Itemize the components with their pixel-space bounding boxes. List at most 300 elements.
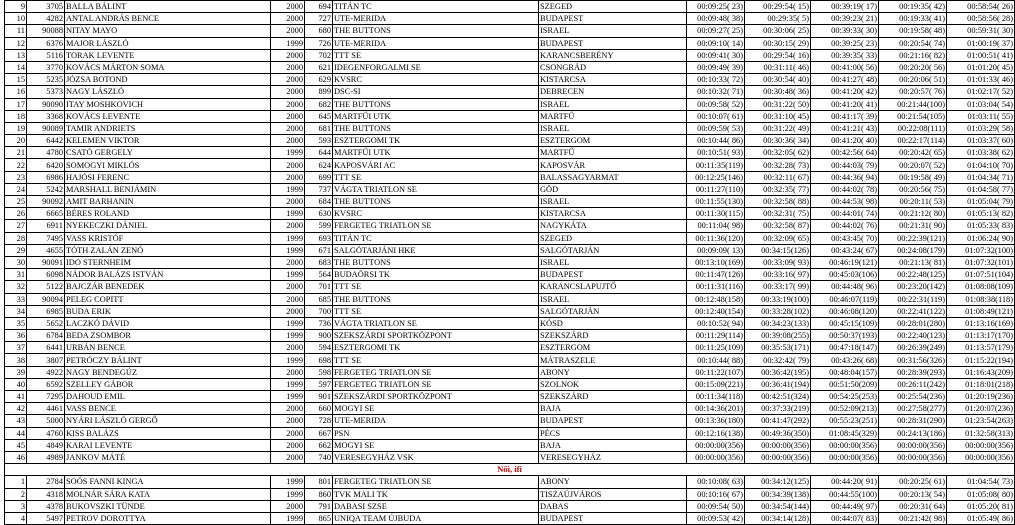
club-cell: MARTFŰI UTK xyxy=(333,110,539,122)
birth-year-cell: 1999 xyxy=(271,378,305,390)
bib-cell: 4655 xyxy=(27,244,65,256)
club-cell: THE BUTTONS xyxy=(333,25,539,37)
place-cell: 37 xyxy=(5,342,27,354)
swim-time-cell: 00:10:51( 93) xyxy=(687,147,745,159)
birth-year-cell: 1999 xyxy=(271,183,305,195)
section-label: Női, ifi xyxy=(5,464,1015,476)
swim-bike-time-cell: 00:46:19(121) xyxy=(811,256,879,268)
run-time-cell: 00:00:00(356) xyxy=(879,439,947,451)
swim-time-cell: 00:12:48(158) xyxy=(687,293,745,305)
start-number-cell: 685 xyxy=(305,293,333,305)
swim-time-cell: 00:09:58( 52) xyxy=(687,98,745,110)
start-number-cell: 599 xyxy=(305,220,333,232)
swim-time-cell: 00:10:33( 72) xyxy=(687,74,745,86)
total-time-cell: 01:04:10( 70) xyxy=(947,159,1015,171)
swim-bike-time-cell: 00:41:27( 48) xyxy=(811,74,879,86)
swim-time-cell: 00:09:48( 38) xyxy=(687,13,745,25)
total-time-cell: 01:03:38( 62) xyxy=(947,147,1015,159)
swim-bike-time-cell: 00:46:08(120) xyxy=(811,305,879,317)
bike-time-cell: 00:35:53(171) xyxy=(745,342,811,354)
swim-bike-time-cell: 00:44:36( 94) xyxy=(811,171,879,183)
run-time-cell: 00:22:31(119) xyxy=(879,293,947,305)
swim-bike-time-cell: 01:08:45(329) xyxy=(811,427,879,439)
city-cell: KISTARCSA xyxy=(539,208,687,220)
bib-cell: 4318 xyxy=(27,488,65,500)
city-cell: TISZAÚJVÁROS xyxy=(539,488,687,500)
name-cell: TAMIR ANDRIETS xyxy=(65,122,271,134)
club-cell: MARTFŰI UTK xyxy=(333,147,539,159)
swim-time-cell: 00:11:35(119) xyxy=(687,159,745,171)
swim-bike-time-cell: 00:44:07( 83) xyxy=(811,512,879,524)
city-cell: KISTARCSA xyxy=(539,74,687,86)
city-cell: NAGYKÁTA xyxy=(539,220,687,232)
bib-cell: 6098 xyxy=(27,269,65,281)
table-row xyxy=(5,171,1015,183)
start-number-cell: 698 xyxy=(305,354,333,366)
swim-time-cell: 00:11:31(116) xyxy=(687,281,745,293)
name-cell: NÁDOR BALÁZS ISTVÁN xyxy=(65,269,271,281)
club-cell: VÁGTA TRIATLON SE xyxy=(333,183,539,195)
city-cell: ISRAEL xyxy=(539,256,687,268)
bib-cell: 6986 xyxy=(27,171,65,183)
club-cell: DSC-SI xyxy=(333,86,539,98)
total-time-cell: 01:07:32(100) xyxy=(947,244,1015,256)
swim-bike-time-cell: 00:44:20( 91) xyxy=(811,476,879,488)
place-cell: 34 xyxy=(5,305,27,317)
total-time-cell: 01:07:32(101) xyxy=(947,256,1015,268)
bib-cell: 6665 xyxy=(27,208,65,220)
bike-time-cell: 00:30:15( 29) xyxy=(745,37,811,49)
club-cell: FERGETEG TRIATLON SE xyxy=(333,378,539,390)
start-number-cell: 621 xyxy=(305,61,333,73)
place-cell: 15 xyxy=(5,74,27,86)
bib-cell: 90089 xyxy=(27,122,65,134)
run-time-cell: 00:24:13(186) xyxy=(879,427,947,439)
name-cell: VASS KRISTÓF xyxy=(65,232,271,244)
place-cell: 39 xyxy=(5,366,27,378)
swim-bike-time-cell: 00:44:01( 74) xyxy=(811,208,879,220)
city-cell: DABAS xyxy=(539,500,687,512)
place-cell: 18 xyxy=(5,110,27,122)
name-cell: HAJÓSI FERENC xyxy=(65,171,271,183)
bib-cell: 6592 xyxy=(27,378,65,390)
place-cell: 1 xyxy=(5,476,27,488)
start-number-cell: 801 xyxy=(305,476,333,488)
place-cell: 46 xyxy=(5,451,27,463)
birth-year-cell: 2000 xyxy=(271,1,305,13)
place-cell: 19 xyxy=(5,122,27,134)
table-row xyxy=(5,378,1015,390)
table-row xyxy=(5,74,1015,86)
name-cell: PETROV DOROTTYA xyxy=(65,512,271,524)
club-cell: UTE-MERIDA xyxy=(333,37,539,49)
bike-time-cell: 00:29:54( 16) xyxy=(745,49,811,61)
total-time-cell: 01:04:54( 73) xyxy=(947,476,1015,488)
birth-year-cell: 2000 xyxy=(271,256,305,268)
city-cell: SALGÓTARJÁN xyxy=(539,244,687,256)
bib-cell: 6441 xyxy=(27,342,65,354)
name-cell: KARAI LEVENTE xyxy=(65,439,271,451)
city-cell: ISRAEL xyxy=(539,293,687,305)
total-time-cell: 01:15:22(194) xyxy=(947,354,1015,366)
start-number-cell: 791 xyxy=(305,500,333,512)
city-cell: BUDAPEST xyxy=(539,269,687,281)
city-cell: GÖD xyxy=(539,183,687,195)
city-cell: BAJA xyxy=(539,403,687,415)
run-time-cell: 00:22:41(122) xyxy=(879,305,947,317)
city-cell: ESZTERGOM xyxy=(539,135,687,147)
birth-year-cell: 2000 xyxy=(271,159,305,171)
city-cell: BUDAPEST xyxy=(539,512,687,524)
total-time-cell: 01:20:07(236) xyxy=(947,403,1015,415)
birth-year-cell: 2000 xyxy=(271,98,305,110)
bib-cell: 7295 xyxy=(27,391,65,403)
table-row xyxy=(5,293,1015,305)
results-sheet xyxy=(4,0,1013,525)
total-time-cell: 00:00:00(356) xyxy=(947,451,1015,463)
start-number-cell: 644 xyxy=(305,147,333,159)
table-row xyxy=(5,330,1015,342)
total-time-cell: 01:03:11( 55) xyxy=(947,110,1015,122)
table-row xyxy=(5,403,1015,415)
total-time-cell: 01:04:34( 71) xyxy=(947,171,1015,183)
swim-time-cell: 00:15:09(221) xyxy=(687,378,745,390)
total-time-cell: 01:01:33( 46) xyxy=(947,74,1015,86)
bike-time-cell: 00:41:47(292) xyxy=(745,415,811,427)
city-cell: SZEKSZÁRD xyxy=(539,330,687,342)
name-cell: SOÓS FANNI KINGA xyxy=(65,476,271,488)
run-time-cell: 00:28:31(290) xyxy=(879,415,947,427)
run-time-cell: 00:26:39(249) xyxy=(879,342,947,354)
city-cell: MARTFŰ xyxy=(539,110,687,122)
bib-cell: 6376 xyxy=(27,37,65,49)
name-cell: SOMOGYI MIKLÓS xyxy=(65,159,271,171)
table-row xyxy=(5,427,1015,439)
table-row xyxy=(5,110,1015,122)
city-cell: PÉCS xyxy=(539,427,687,439)
name-cell: VASS BENCE xyxy=(65,403,271,415)
city-cell: ESZTERGOM xyxy=(539,342,687,354)
birth-year-cell: 1999 xyxy=(271,317,305,329)
birth-year-cell: 2000 xyxy=(271,281,305,293)
total-time-cell: 00:58:56( 28) xyxy=(947,13,1015,25)
total-time-cell: 01:18:01(218) xyxy=(947,378,1015,390)
start-number-cell: 594 xyxy=(305,342,333,354)
total-time-cell: 01:13:16(169) xyxy=(947,317,1015,329)
run-time-cell: 00:27:58(277) xyxy=(879,403,947,415)
birth-year-cell: 1999 xyxy=(271,354,305,366)
total-time-cell: 01:05:08( 80) xyxy=(947,488,1015,500)
swim-bike-time-cell: 00:39:23( 21) xyxy=(811,13,879,25)
swim-bike-time-cell: 00:00:00(356) xyxy=(811,451,879,463)
total-time-cell: 01:05:20( 81) xyxy=(947,500,1015,512)
name-cell: NAGY LÁSZLÓ xyxy=(65,86,271,98)
bike-time-cell: 00:32:58( 87) xyxy=(745,220,811,232)
start-number-cell: 727 xyxy=(305,13,333,25)
run-time-cell: 00:20:31( 64) xyxy=(879,500,947,512)
table-row xyxy=(5,305,1015,317)
start-number-cell: 645 xyxy=(305,110,333,122)
start-number-cell: 597 xyxy=(305,378,333,390)
total-time-cell: 01:02:17( 52) xyxy=(947,86,1015,98)
swim-bike-time-cell: 00:00:00(356) xyxy=(811,439,879,451)
name-cell: PELEG COPITT xyxy=(65,293,271,305)
bib-cell: 6911 xyxy=(27,220,65,232)
birth-year-cell: 1999 xyxy=(271,232,305,244)
swim-time-cell: 00:10:08( 63) xyxy=(687,476,745,488)
table-row xyxy=(5,366,1015,378)
bike-time-cell: 00:30:48( 36) xyxy=(745,86,811,98)
city-cell: KAPOSVÁR xyxy=(539,159,687,171)
total-time-cell: 01:08:49(121) xyxy=(947,305,1015,317)
run-time-cell: 00:22:48(125) xyxy=(879,269,947,281)
place-cell: 45 xyxy=(5,439,27,451)
swim-bike-time-cell: 00:44:55(100) xyxy=(811,488,879,500)
place-cell: 25 xyxy=(5,196,27,208)
bib-cell: 90094 xyxy=(27,293,65,305)
bib-cell: 6985 xyxy=(27,305,65,317)
birth-year-cell: 2000 xyxy=(271,61,305,73)
place-cell: 30 xyxy=(5,256,27,268)
swim-bike-time-cell: 00:48:04(157) xyxy=(811,366,879,378)
place-cell: 29 xyxy=(5,244,27,256)
total-time-cell: 01:32:58(313) xyxy=(947,427,1015,439)
name-cell: TÓTH ZALÁN ZENÓ xyxy=(65,244,271,256)
run-time-cell: 00:19:58( 48) xyxy=(879,25,947,37)
run-time-cell: 00:22:40(123) xyxy=(879,330,947,342)
city-cell: BUDAPEST xyxy=(539,13,687,25)
place-cell: 17 xyxy=(5,98,27,110)
swim-time-cell: 00:10:07( 61) xyxy=(687,110,745,122)
name-cell: DAHOUD EMIL xyxy=(65,391,271,403)
table-row xyxy=(5,244,1015,256)
place-cell: 43 xyxy=(5,415,27,427)
name-cell: JÓZSA BOTOND xyxy=(65,74,271,86)
start-number-cell: 736 xyxy=(305,317,333,329)
run-time-cell: 00:21:54(105) xyxy=(879,110,947,122)
swim-time-cell: 00:09:53( 42) xyxy=(687,512,745,524)
swim-time-cell: 00:11:36(120) xyxy=(687,232,745,244)
table-row xyxy=(5,512,1015,524)
place-cell: 13 xyxy=(5,49,27,61)
bib-cell: 2784 xyxy=(27,476,65,488)
club-cell: TVK MALI TK xyxy=(333,488,539,500)
total-time-cell: 01:08:38(118) xyxy=(947,293,1015,305)
table-row xyxy=(5,1,1015,13)
club-cell: THE BUTTONS xyxy=(333,122,539,134)
birth-year-cell: 1999 xyxy=(271,244,305,256)
start-number-cell: 726 xyxy=(305,37,333,49)
birth-year-cell: 2000 xyxy=(271,171,305,183)
run-time-cell: 00:31:56(326) xyxy=(879,354,947,366)
birth-year-cell: 1999 xyxy=(271,37,305,49)
name-cell: URBÁN BENCE xyxy=(65,342,271,354)
place-cell: 3 xyxy=(5,500,27,512)
birth-year-cell: 1999 xyxy=(271,391,305,403)
bib-cell: 6442 xyxy=(27,135,65,147)
bib-cell: 3705 xyxy=(27,1,65,13)
birth-year-cell: 2000 xyxy=(271,293,305,305)
swim-time-cell: 00:11:27(110) xyxy=(687,183,745,195)
run-time-cell: 00:25:54(236) xyxy=(879,391,947,403)
swim-bike-time-cell: 00:47:18(147) xyxy=(811,342,879,354)
swim-bike-time-cell: 00:41:20( 40) xyxy=(811,135,879,147)
place-cell: 11 xyxy=(5,25,27,37)
swim-time-cell: 00:10:44( 86) xyxy=(687,135,745,147)
bike-time-cell: 00:34:23(133) xyxy=(745,317,811,329)
start-number-cell: 660 xyxy=(305,403,333,415)
swim-bike-time-cell: 00:39:19( 17) xyxy=(811,1,879,13)
bike-time-cell: 00:37:33(219) xyxy=(745,403,811,415)
swim-time-cell: 00:14:36(201) xyxy=(687,403,745,415)
total-time-cell: 01:01:20( 45) xyxy=(947,61,1015,73)
table-row xyxy=(5,391,1015,403)
swim-time-cell: 00:11:34(118) xyxy=(687,391,745,403)
birth-year-cell: 2000 xyxy=(271,500,305,512)
bib-cell: 5000 xyxy=(27,415,65,427)
club-cell: TTT SE xyxy=(333,49,539,61)
name-cell: BAJCZÁR BENEDEK xyxy=(65,281,271,293)
start-number-cell: 900 xyxy=(305,330,333,342)
results-body-male-juniors xyxy=(5,1,1015,464)
swim-time-cell: 00:00:00(356) xyxy=(687,451,745,463)
city-cell: ABONY xyxy=(539,476,687,488)
place-cell: 2 xyxy=(5,488,27,500)
name-cell: BALLA BÁLINT xyxy=(65,1,271,13)
start-number-cell: 728 xyxy=(305,415,333,427)
table-row xyxy=(5,281,1015,293)
birth-year-cell: 2000 xyxy=(271,74,305,86)
swim-time-cell: 00:11:04( 98) xyxy=(687,220,745,232)
city-cell: ISRAEL xyxy=(539,98,687,110)
club-cell: IDEGENFORGALMI SE xyxy=(333,61,539,73)
place-cell: 40 xyxy=(5,378,27,390)
total-time-cell: 01:00:19( 37) xyxy=(947,37,1015,49)
total-time-cell: 01:03:29( 58) xyxy=(947,122,1015,134)
club-cell: KVSRC xyxy=(333,74,539,86)
name-cell: AMIT BARHANIN xyxy=(65,196,271,208)
club-cell: TTT SE xyxy=(333,281,539,293)
total-time-cell: 01:04:58( 77) xyxy=(947,183,1015,195)
birth-year-cell: 1999 xyxy=(271,269,305,281)
total-time-cell: 00:58:54( 26) xyxy=(947,1,1015,13)
start-number-cell: 681 xyxy=(305,122,333,134)
club-cell: TTT SE xyxy=(333,305,539,317)
table-row xyxy=(5,342,1015,354)
swim-time-cell: 00:11:22(107) xyxy=(687,366,745,378)
swim-bike-time-cell: 00:39:25( 23) xyxy=(811,37,879,49)
run-time-cell: 00:28:01(280) xyxy=(879,317,947,329)
swim-bike-time-cell: 00:54:25(253) xyxy=(811,391,879,403)
swim-time-cell: 00:11:25(109) xyxy=(687,342,745,354)
club-cell: VÁGTA TRIATLON SE xyxy=(333,317,539,329)
swim-bike-time-cell: 00:45:15(109) xyxy=(811,317,879,329)
swim-time-cell: 00:11:30(115) xyxy=(687,208,745,220)
run-time-cell: 00:28:39(293) xyxy=(879,366,947,378)
name-cell: KISS BALÁZS xyxy=(65,427,271,439)
swim-bike-time-cell: 00:41:21( 43) xyxy=(811,122,879,134)
start-number-cell: 682 xyxy=(305,98,333,110)
swim-bike-time-cell: 00:41:17( 39) xyxy=(811,110,879,122)
swim-time-cell: 00:10:44( 88) xyxy=(687,354,745,366)
bib-cell: 6420 xyxy=(27,159,65,171)
start-number-cell: 694 xyxy=(305,1,333,13)
name-cell: BEDA ZSOMBOR xyxy=(65,330,271,342)
swim-bike-time-cell: 00:41:00( 56) xyxy=(811,61,879,73)
swim-bike-time-cell: 00:46:07(119) xyxy=(811,293,879,305)
swim-bike-time-cell: 00:39:33( 30) xyxy=(811,25,879,37)
club-cell: FERGETEG TRIATLON SE xyxy=(333,476,539,488)
place-cell: 12 xyxy=(5,37,27,49)
results-body-female-juniors xyxy=(5,476,1015,525)
bike-time-cell: 00:29:35( 5) xyxy=(745,13,811,25)
table-row xyxy=(5,415,1015,427)
run-time-cell: 00:00:00(356) xyxy=(879,451,947,463)
total-time-cell: 01:23:54(263) xyxy=(947,415,1015,427)
club-cell: UNIQA TEAM ÚJBUDA xyxy=(333,512,539,524)
name-cell: NYÁRI LÁSZLÓ GERGŐ xyxy=(65,415,271,427)
section-row xyxy=(5,464,1015,476)
bike-time-cell: 00:36:41(194) xyxy=(745,378,811,390)
city-cell: VERESEGYHÁZ xyxy=(539,451,687,463)
bib-cell: 90092 xyxy=(27,196,65,208)
name-cell: KOVÁCS MÁRTON SOMA xyxy=(65,61,271,73)
bike-time-cell: 00:34:14(128) xyxy=(745,512,811,524)
swim-time-cell: 00:12:25(146) xyxy=(687,171,745,183)
table-row xyxy=(5,256,1015,268)
birth-year-cell: 2000 xyxy=(271,110,305,122)
swim-time-cell: 00:09:41( 30) xyxy=(687,49,745,61)
run-time-cell: 00:20:57( 76) xyxy=(879,86,947,98)
club-cell: THE BUTTONS xyxy=(333,196,539,208)
place-cell: 32 xyxy=(5,281,27,293)
club-cell: TITÁN TC xyxy=(333,232,539,244)
place-cell: 35 xyxy=(5,317,27,329)
swim-time-cell: 00:11:29(114) xyxy=(687,330,745,342)
city-cell: SZEKSZÁRD xyxy=(539,391,687,403)
total-time-cell: 01:03:04( 54) xyxy=(947,98,1015,110)
club-cell: DABASI SZSE xyxy=(333,500,539,512)
swim-time-cell: 00:09:27( 25) xyxy=(687,25,745,37)
start-number-cell: 667 xyxy=(305,427,333,439)
club-cell: ESZTERGOMI TK xyxy=(333,135,539,147)
name-cell: BUKOVSZKI TÜNDE xyxy=(65,500,271,512)
place-cell: 20 xyxy=(5,135,27,147)
birth-year-cell: 2000 xyxy=(271,13,305,25)
bib-cell: 4760 xyxy=(27,427,65,439)
table-row xyxy=(5,439,1015,451)
bike-time-cell: 00:00:00(356) xyxy=(745,439,811,451)
swim-bike-time-cell: 00:43:26( 68) xyxy=(811,354,879,366)
bike-time-cell: 00:31:10( 45) xyxy=(745,110,811,122)
birth-year-cell: 2000 xyxy=(271,342,305,354)
place-cell: 14 xyxy=(5,61,27,73)
name-cell: NYEKECZKI DÁNIEL xyxy=(65,220,271,232)
place-cell: 41 xyxy=(5,391,27,403)
bike-time-cell: 00:34:15(126) xyxy=(745,244,811,256)
birth-year-cell: 2000 xyxy=(271,135,305,147)
start-number-cell: 699 xyxy=(305,171,333,183)
place-cell: 24 xyxy=(5,183,27,195)
bike-time-cell: 00:32:28( 73) xyxy=(745,159,811,171)
swim-bike-time-cell: 00:50:37(193) xyxy=(811,330,879,342)
bib-cell: 5373 xyxy=(27,86,65,98)
city-cell: BUDAPEST xyxy=(539,37,687,49)
swim-bike-time-cell: 00:52:09(213) xyxy=(811,403,879,415)
name-cell: MARSHALL BENJÁMIN xyxy=(65,183,271,195)
results-section-header xyxy=(5,464,1015,476)
club-cell: UTE-MERIDA xyxy=(333,13,539,25)
